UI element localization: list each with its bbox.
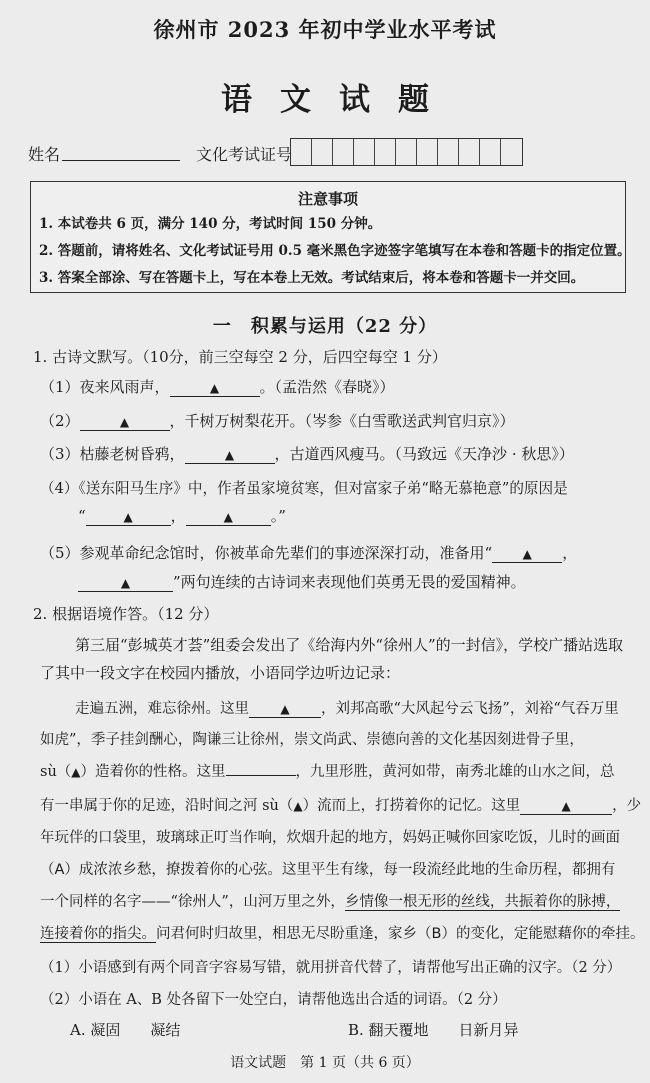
option-b: B. 翻天覆地 日新月异 xyxy=(348,1021,519,1039)
q1-stem: 1. 古诗文默写。（10分，前三空每空 2 分，后四空每空 1 分） xyxy=(33,348,447,366)
page-footer: 语文试题 第 1 页（共 6 页） xyxy=(230,1055,420,1071)
notice-item-2: 2. 答题前，请将姓名、文化考试证号用 0.5 毫米黑色字迹签字笔填写在本卷和答题卡的指定位置。 xyxy=(39,243,631,259)
answer-blank xyxy=(226,775,296,776)
underlined-sentence-end: 连接着你的指尖。 xyxy=(40,926,156,942)
notice-box xyxy=(30,181,631,293)
letter-line-5: 年玩伴的口袋里，玻璃球正叮当作响，炊烟升起的地方，妈妈正喊你回家吃饭，儿时的画面 xyxy=(40,830,620,846)
q1-item-5: （5）参观革命纪念馆时，你被革命先辈们的事迹深深打动，准备用“ ▲ ， xyxy=(40,544,578,562)
answer-blank: ▲ xyxy=(80,412,170,431)
letter-line-6: （A）成浓浓乡愁，撩拨着你的心弦。这里平生有缘，每一段流经此地的生命历程，都拥有 xyxy=(40,862,616,878)
answer-blank: ▲ xyxy=(185,445,275,464)
q2-sub-question-2: （2）小语在 A、B 处各留下一处空白，请帮他选出合适的词语。（2 分） xyxy=(40,992,507,1008)
q1-item-5-cont: ▲ ”两句连续的古诗词来表现他们英勇无畏的爱国精神。 xyxy=(78,571,526,592)
q1-item-3: （3）枯藤老树昏鸦， ▲ ，古道西风瘦马。（马致远《天净沙 · 秋思》） xyxy=(40,445,574,463)
letter-line-4: 有一串属于你的足迹，沿时间之河 sù（▲）流而上，打捞着你的记忆。这里 ▲ ，少 xyxy=(40,798,642,814)
q2-intro-line-2: 了其中一段文字在校园内播放，小语同学边听边记录： xyxy=(40,664,401,682)
option-a: A. 凝固 凝结 xyxy=(70,1021,181,1039)
answer-blank: ▲ xyxy=(186,507,271,526)
subject-title: 语文试题 xyxy=(221,82,457,118)
q1-item-1: （1）夜来风雨声， ▲ 。（孟浩然《春晓》） xyxy=(40,378,395,396)
section-title: 一 积累与运用（22 分） xyxy=(212,316,438,337)
q1-item-4-answer: “ ▲ ， ▲ 。” xyxy=(78,507,286,525)
letter-line-2: 如虎”，季子挂剑酬心，陶谦三让徐州，崇文尚武、崇德向善的文化基因刻进骨子里， xyxy=(40,732,584,748)
q1-item-2: （2） ▲ ，千树万树梨花开。（岑参《白雪歌送武判官归京》） xyxy=(40,412,515,430)
notice-item-3: 3. 答案全部涂、写在答题卡上，写在本卷上无效。考试结束后，将本卷和答题卡一并交回。 xyxy=(39,270,585,286)
name-label: 姓名 xyxy=(28,145,61,164)
letter-line-3: sù（▲）造着你的性格。这里 ，九里形胜，黄河如带，南秀北雄的山水之间，总 xyxy=(40,764,615,780)
q1-item-4: （4）《送东阳马生序》中，作者虽家境贫寒，但对富家子弟“略无慕艳意”的原因是 xyxy=(40,480,568,497)
name-blank xyxy=(62,140,180,161)
answer-blank: ▲ xyxy=(520,798,612,815)
candidate-info-row xyxy=(28,138,628,166)
answer-blank: ▲ xyxy=(492,544,562,563)
id-number-grid xyxy=(290,138,523,166)
exam-title: 徐州市 2023 年初中学业水平考试 xyxy=(153,17,497,42)
id-label: 文化考试证号 xyxy=(196,145,293,164)
notice-item-1: 1. 本试卷共 6 页，满分 140 分，考试时间 150 分钟。 xyxy=(39,216,382,232)
q2-stem: 2. 根据语境作答。（12 分） xyxy=(33,605,219,623)
letter-line-7: 一个同样的名字——“徐州人”，山河万里之外，乡情像一根无形的丝线，共振着你的脉搏， xyxy=(40,894,621,910)
letter-line-1: 走遍五洲，难忘徐州。这里 ▲ ，刘邦高歌“大风起兮云飞扬”，刘裕“气吞万里 xyxy=(75,701,619,717)
q2-intro-line-1: 第三届“彭城英才荟”组委会发出了《给海内外“徐州人”的一封信》，学校广播站选取 xyxy=(75,636,624,654)
q2-sub-question-1: （1）小语感到有两个同音字容易写错，就用拼音代替了，请帮他写出正确的汉字。（2 分） xyxy=(40,960,622,976)
answer-blank: ▲ xyxy=(86,507,171,526)
answer-blank: ▲ xyxy=(170,378,260,397)
letter-line-8: 连接着你的指尖。问君何时归故里，相思无尽盼重逢，家乡（B）的变化，定能慰藉你的牵挂。 xyxy=(40,926,645,942)
answer-blank: ▲ xyxy=(78,573,173,592)
underlined-sentence: 乡情像一根无形的丝线，共振着你的脉搏， xyxy=(344,894,621,910)
answer-blank: ▲ xyxy=(249,701,321,718)
notice-heading: 注意事项 xyxy=(297,190,358,208)
